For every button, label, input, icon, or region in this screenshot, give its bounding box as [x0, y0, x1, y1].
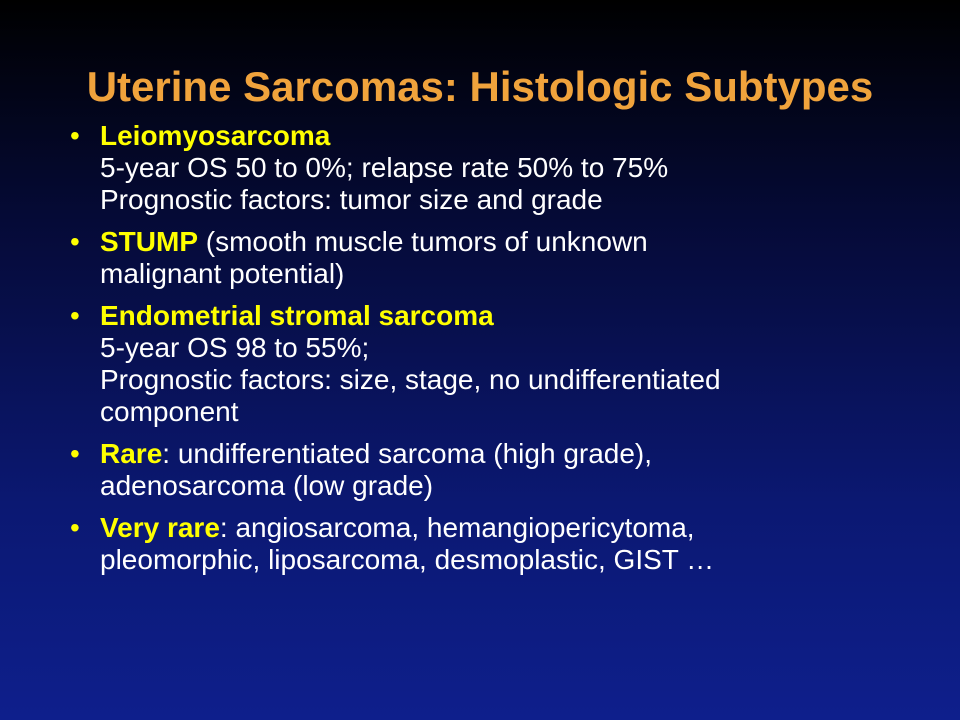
- bullet-item-endometrial-stromal-sarcoma: [70, 300, 930, 428]
- bullet-heading-line: [100, 438, 930, 470]
- bullet-item-stump: [70, 226, 930, 290]
- bullet-heading-rest: : angiosarcoma, hemangiopericytoma,: [219, 512, 695, 543]
- bullet-detail-line: malignant potential): [100, 258, 345, 289]
- bullet-detail-line: component: [100, 396, 239, 427]
- bullet-detail-line: Prognostic factors: tumor size and grade: [100, 184, 603, 215]
- bullet-item-very-rare: [70, 512, 930, 576]
- bullet-lead: Leiomyosarcoma: [100, 120, 331, 151]
- bullet-heading-rest: (smooth muscle tumors of unknown: [198, 226, 648, 257]
- bullet-item-rare: [70, 438, 930, 502]
- bullet-detail-line: Prognostic factors: size, stage, no undifferentiated: [100, 364, 721, 395]
- bullet-heading-line: [100, 226, 930, 258]
- bullet-lead: Endometrial stromal sarcoma: [100, 300, 494, 331]
- bullet-detail-line: 5-year OS 98 to 55%;: [100, 332, 370, 363]
- bullet-lead: Very rare: [100, 512, 220, 543]
- bullet-heading-rest: : undifferentiated sarcoma (high grade),: [162, 438, 653, 469]
- bullet-detail-line: pleomorphic, liposarcoma, desmoplastic, GIST …: [100, 544, 715, 575]
- bullet-glyph: •: [70, 438, 80, 469]
- bullet-glyph: •: [70, 300, 80, 331]
- bullet-glyph: •: [70, 226, 80, 257]
- bullet-glyph: •: [70, 120, 80, 151]
- bullet-heading-line: [100, 300, 930, 332]
- bullet-glyph: •: [70, 512, 80, 543]
- bullet-heading-line: [100, 120, 930, 152]
- slide-title: Uterine Sarcomas: Histologic Subtypes: [86, 63, 874, 110]
- bullet-detail-line: adenosarcoma (low grade): [100, 470, 434, 501]
- bullet-list: [70, 120, 930, 586]
- bullet-lead: Rare: [100, 438, 163, 469]
- bullet-item-leiomyosarcoma: [70, 120, 930, 216]
- bullet-heading-line: [100, 512, 930, 544]
- bullet-lead: STUMP: [100, 226, 198, 257]
- bullet-detail-line: 5-year OS 50 to 0%; relapse rate 50% to 75%: [100, 152, 669, 183]
